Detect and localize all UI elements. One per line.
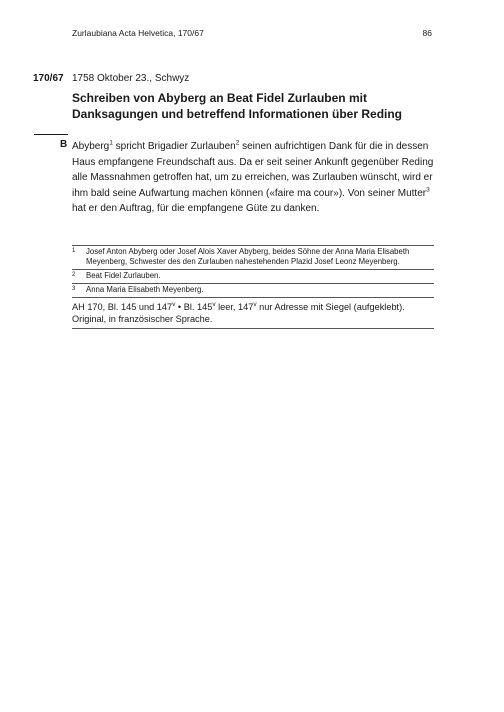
running-head — [72, 28, 432, 42]
document-number: 170/67 — [33, 73, 64, 84]
running-head-title: Zurlaubiana Acta Helvetica, 170/67 — [72, 28, 204, 38]
footnote — [72, 269, 434, 283]
text-run: hat er den Auftrag, für die empfangene Güte zu danken. — [72, 203, 320, 214]
superscript: 1 — [109, 139, 113, 147]
text-run: Abyberg — [72, 141, 110, 152]
text-run: AH 170, Bl. 145 und 147 — [72, 302, 173, 312]
document-date-place: 1758 Oktober 23., Schwyz — [72, 73, 190, 84]
superscript: v — [212, 300, 216, 308]
footnote-text: Anna Maria Elisabeth Meyenberg. — [86, 285, 204, 294]
section-letter: B — [60, 139, 68, 150]
document-title: Schreiben von Abyberg an Beat Fidel Zurlauben mit Danksagungen und betreffend Informationen über Reding — [72, 91, 403, 121]
footnote-text: Beat Fidel Zurlauben. — [86, 271, 161, 280]
footnote — [72, 245, 434, 269]
footnote-mark: 1 — [72, 248, 76, 254]
text-run: seinen aufrichtigen Dank für die in dessen Haus empfangene Freundschaft aus. Da er seit seiner Ankunft gegenüber Reding alle Massnahmen getroffen hat, um zu erreichen, was Zurlauben wünscht, wird er ihm bald seine Aufwartung machen können («faire ma cour»). Von seiner Mutter — [72, 141, 434, 199]
text-run: nur Adresse mit Siegel (aufgeklebt). Original, in französischer Sprache. — [72, 302, 405, 324]
footnote-mark: 2 — [72, 272, 76, 278]
archival-note — [72, 297, 434, 329]
text-run: leer, 147 — [215, 302, 254, 312]
text-run: spricht Brigadier Zurlauben — [112, 141, 236, 152]
footnote-mark: 3 — [72, 286, 76, 292]
superscript: v — [253, 300, 257, 308]
superscript: 2 — [235, 139, 240, 147]
footnote — [72, 283, 434, 297]
superscript: 3 — [426, 186, 430, 194]
footnotes — [72, 245, 434, 329]
section-divider — [34, 134, 68, 135]
footnote-text: Josef Anton Abyberg oder Josef Alois Xaver Abyberg, beides Söhne der Anna Maria Elisabeth Meyenberg, Schwester des den Zurlauben nahestehenden Plazid Josef Leonz Meyenberg. — [86, 247, 410, 266]
text-run: • Bl. 145 — [175, 302, 213, 312]
superscript: v — [172, 300, 176, 308]
page-number: 86 — [422, 28, 432, 38]
document-body — [72, 139, 434, 217]
